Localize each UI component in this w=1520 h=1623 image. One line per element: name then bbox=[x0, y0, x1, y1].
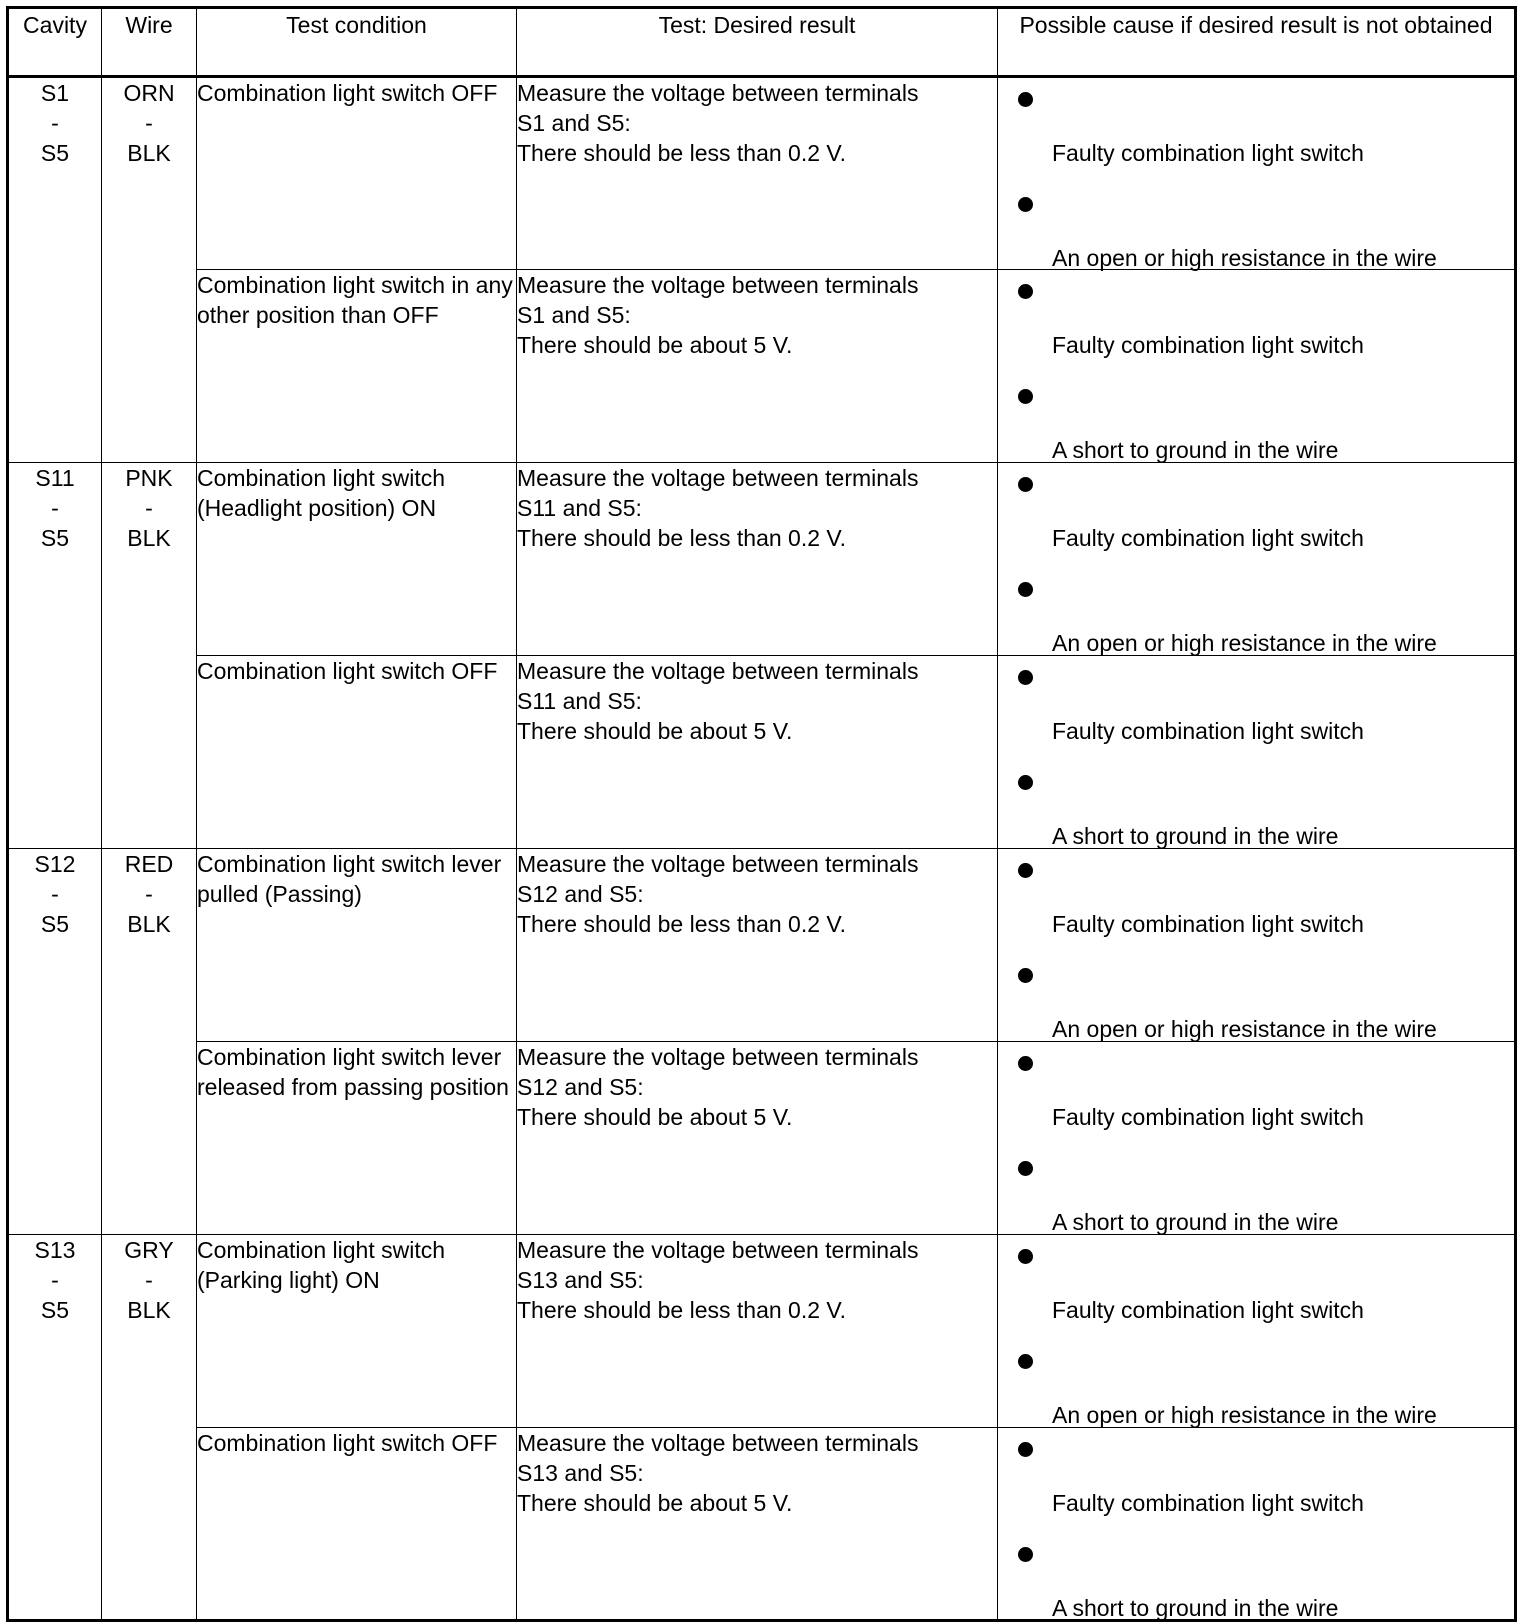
wire-from: PNK bbox=[125, 465, 173, 491]
table-row bbox=[8, 1042, 1516, 1235]
table-row bbox=[8, 77, 1516, 270]
wire-cell bbox=[102, 849, 197, 1235]
cause-text: An open or high resistance in the wire bbox=[1052, 245, 1437, 271]
possible-cause-cell bbox=[998, 1428, 1516, 1621]
result-line: S11 and S5: bbox=[517, 495, 642, 521]
wire-dash: - bbox=[145, 881, 153, 907]
cavity-dash: - bbox=[51, 1267, 59, 1293]
cavity-from: S12 bbox=[34, 851, 76, 877]
result-line: S13 and S5: bbox=[517, 1460, 644, 1486]
cause-text: Faulty combination light switch bbox=[1052, 525, 1364, 551]
result-line: There should be less than 0.2 V. bbox=[517, 1297, 847, 1323]
cavity-to: S5 bbox=[40, 140, 70, 166]
test-condition-cell: Combination light switch in any other position than OFF bbox=[197, 270, 517, 463]
cause-text: Faulty combination light switch bbox=[1052, 1297, 1364, 1323]
table-row bbox=[8, 463, 1516, 656]
possible-cause-cell bbox=[998, 270, 1516, 463]
bullet-icon bbox=[1018, 582, 1033, 597]
test-condition-cell: Combination light switch OFF bbox=[197, 656, 517, 849]
wire-to: BLK bbox=[127, 140, 171, 166]
bullet-icon bbox=[1018, 1161, 1033, 1176]
result-line: There should be less than 0.2 V. bbox=[517, 140, 847, 166]
table-row bbox=[8, 849, 1516, 1042]
result-line: There should be about 5 V. bbox=[517, 1490, 793, 1516]
result-line: There should be less than 0.2 V. bbox=[517, 911, 847, 937]
bullet-icon bbox=[1018, 775, 1033, 790]
header-possible-cause: Possible cause if desired result is not obtained bbox=[998, 8, 1516, 77]
bullet-icon bbox=[1018, 1056, 1033, 1071]
result-line: There should be about 5 V. bbox=[517, 718, 793, 744]
result-line: Measure the voltage between terminals bbox=[517, 1430, 919, 1456]
header-row bbox=[8, 8, 1516, 77]
desired-result-cell bbox=[517, 1428, 998, 1621]
result-line: Measure the voltage between terminals bbox=[517, 658, 919, 684]
bullet-icon bbox=[1018, 863, 1033, 878]
possible-cause-cell bbox=[998, 1042, 1516, 1235]
cause-text: A short to ground in the wire bbox=[1052, 1595, 1339, 1621]
wire-to: BLK bbox=[127, 525, 171, 551]
wire-from: GRY bbox=[124, 1237, 174, 1263]
cavity-dash: - bbox=[51, 110, 59, 136]
cause-text: An open or high resistance in the wire bbox=[1052, 1016, 1437, 1042]
result-line: Measure the voltage between terminals bbox=[517, 272, 919, 298]
desired-result-cell bbox=[517, 77, 998, 270]
bullet-icon bbox=[1018, 197, 1033, 212]
cavity-dash: - bbox=[51, 881, 59, 907]
cause-text: Faulty combination light switch bbox=[1052, 1104, 1364, 1130]
test-condition-cell: Combination light switch lever pulled (Passing) bbox=[197, 849, 517, 1042]
test-condition-cell: Combination light switch (Headlight position) ON bbox=[197, 463, 517, 656]
bullet-icon bbox=[1018, 670, 1033, 685]
possible-cause-cell bbox=[998, 1235, 1516, 1428]
cause-text: Faulty combination light switch bbox=[1052, 140, 1364, 166]
wire-dash: - bbox=[145, 110, 153, 136]
bullet-icon bbox=[1018, 389, 1033, 404]
cavity-from: S1 bbox=[40, 80, 70, 106]
wire-to: BLK bbox=[127, 911, 171, 937]
desired-result-cell bbox=[517, 463, 998, 656]
result-line: Measure the voltage between terminals bbox=[517, 1044, 919, 1070]
result-line: There should be less than 0.2 V. bbox=[517, 525, 847, 551]
cause-text: Faulty combination light switch bbox=[1052, 1490, 1364, 1516]
result-line: S11 and S5: bbox=[517, 688, 642, 714]
bullet-icon bbox=[1018, 284, 1033, 299]
test-condition-cell: Combination light switch OFF bbox=[197, 77, 517, 270]
result-line: There should be about 5 V. bbox=[517, 332, 793, 358]
bullet-icon bbox=[1018, 1442, 1033, 1457]
bullet-icon bbox=[1018, 92, 1033, 107]
header-wire: Wire bbox=[102, 8, 197, 77]
wire-dash: - bbox=[145, 1267, 153, 1293]
wire-to: BLK bbox=[127, 1297, 171, 1323]
cavity-dash: - bbox=[51, 495, 59, 521]
cause-text: A short to ground in the wire bbox=[1052, 823, 1339, 849]
cavity-from: S13 bbox=[34, 1237, 76, 1263]
possible-cause-cell bbox=[998, 463, 1516, 656]
bullet-icon bbox=[1018, 477, 1033, 492]
result-line: S13 and S5: bbox=[517, 1267, 644, 1293]
bullet-icon bbox=[1018, 1249, 1033, 1264]
result-line: S12 and S5: bbox=[517, 1074, 644, 1100]
result-line: There should be about 5 V. bbox=[517, 1104, 793, 1130]
desired-result-cell bbox=[517, 1042, 998, 1235]
cause-text: A short to ground in the wire bbox=[1052, 1209, 1339, 1235]
result-line: Measure the voltage between terminals bbox=[517, 80, 919, 106]
cavity-cell bbox=[8, 1235, 102, 1621]
wire-from: RED bbox=[124, 851, 174, 877]
cause-text: Faulty combination light switch bbox=[1052, 911, 1364, 937]
cause-text: Faulty combination light switch bbox=[1052, 718, 1364, 744]
possible-cause-cell bbox=[998, 849, 1516, 1042]
cavity-to: S5 bbox=[40, 1297, 70, 1323]
cavity-cell bbox=[8, 463, 102, 849]
desired-result-cell bbox=[517, 849, 998, 1042]
result-line: S1 and S5: bbox=[517, 110, 631, 136]
wire-from: ORN bbox=[123, 80, 175, 106]
diagnostic-table bbox=[6, 6, 1517, 1622]
possible-cause-cell bbox=[998, 656, 1516, 849]
cause-text: A short to ground in the wire bbox=[1052, 437, 1339, 463]
table-row bbox=[8, 1235, 1516, 1428]
wire-cell bbox=[102, 1235, 197, 1621]
test-condition-cell: Combination light switch OFF bbox=[197, 1428, 517, 1621]
cause-text: An open or high resistance in the wire bbox=[1052, 630, 1437, 656]
document-page bbox=[6, 6, 1517, 1622]
bullet-icon bbox=[1018, 1354, 1033, 1369]
table-row bbox=[8, 656, 1516, 849]
table-row bbox=[8, 270, 1516, 463]
cavity-from: S11 bbox=[35, 465, 75, 491]
wire-dash: - bbox=[145, 495, 153, 521]
possible-cause-cell bbox=[998, 77, 1516, 270]
test-condition-cell: Combination light switch (Parking light) ON bbox=[197, 1235, 517, 1428]
desired-result-cell bbox=[517, 270, 998, 463]
result-line: Measure the voltage between terminals bbox=[517, 465, 919, 491]
result-line: Measure the voltage between terminals bbox=[517, 1237, 919, 1263]
cause-text: An open or high resistance in the wire bbox=[1052, 1402, 1437, 1428]
header-test-condition: Test condition bbox=[197, 8, 517, 77]
desired-result-cell bbox=[517, 656, 998, 849]
cavity-cell bbox=[8, 849, 102, 1235]
bullet-icon bbox=[1018, 968, 1033, 983]
cavity-to: S5 bbox=[40, 525, 70, 551]
result-line: S1 and S5: bbox=[517, 302, 631, 328]
wire-cell bbox=[102, 77, 197, 463]
result-line: S12 and S5: bbox=[517, 881, 644, 907]
desired-result-cell bbox=[517, 1235, 998, 1428]
cavity-cell bbox=[8, 77, 102, 463]
table-row bbox=[8, 1428, 1516, 1621]
header-cavity: Cavity bbox=[8, 8, 102, 77]
header-desired-result: Test: Desired result bbox=[517, 8, 998, 77]
wire-cell bbox=[102, 463, 197, 849]
result-line: Measure the voltage between terminals bbox=[517, 851, 919, 877]
bullet-icon bbox=[1018, 1547, 1033, 1562]
cause-text: Faulty combination light switch bbox=[1052, 332, 1364, 358]
cavity-to: S5 bbox=[40, 911, 70, 937]
test-condition-cell: Combination light switch lever released from passing position bbox=[197, 1042, 517, 1235]
